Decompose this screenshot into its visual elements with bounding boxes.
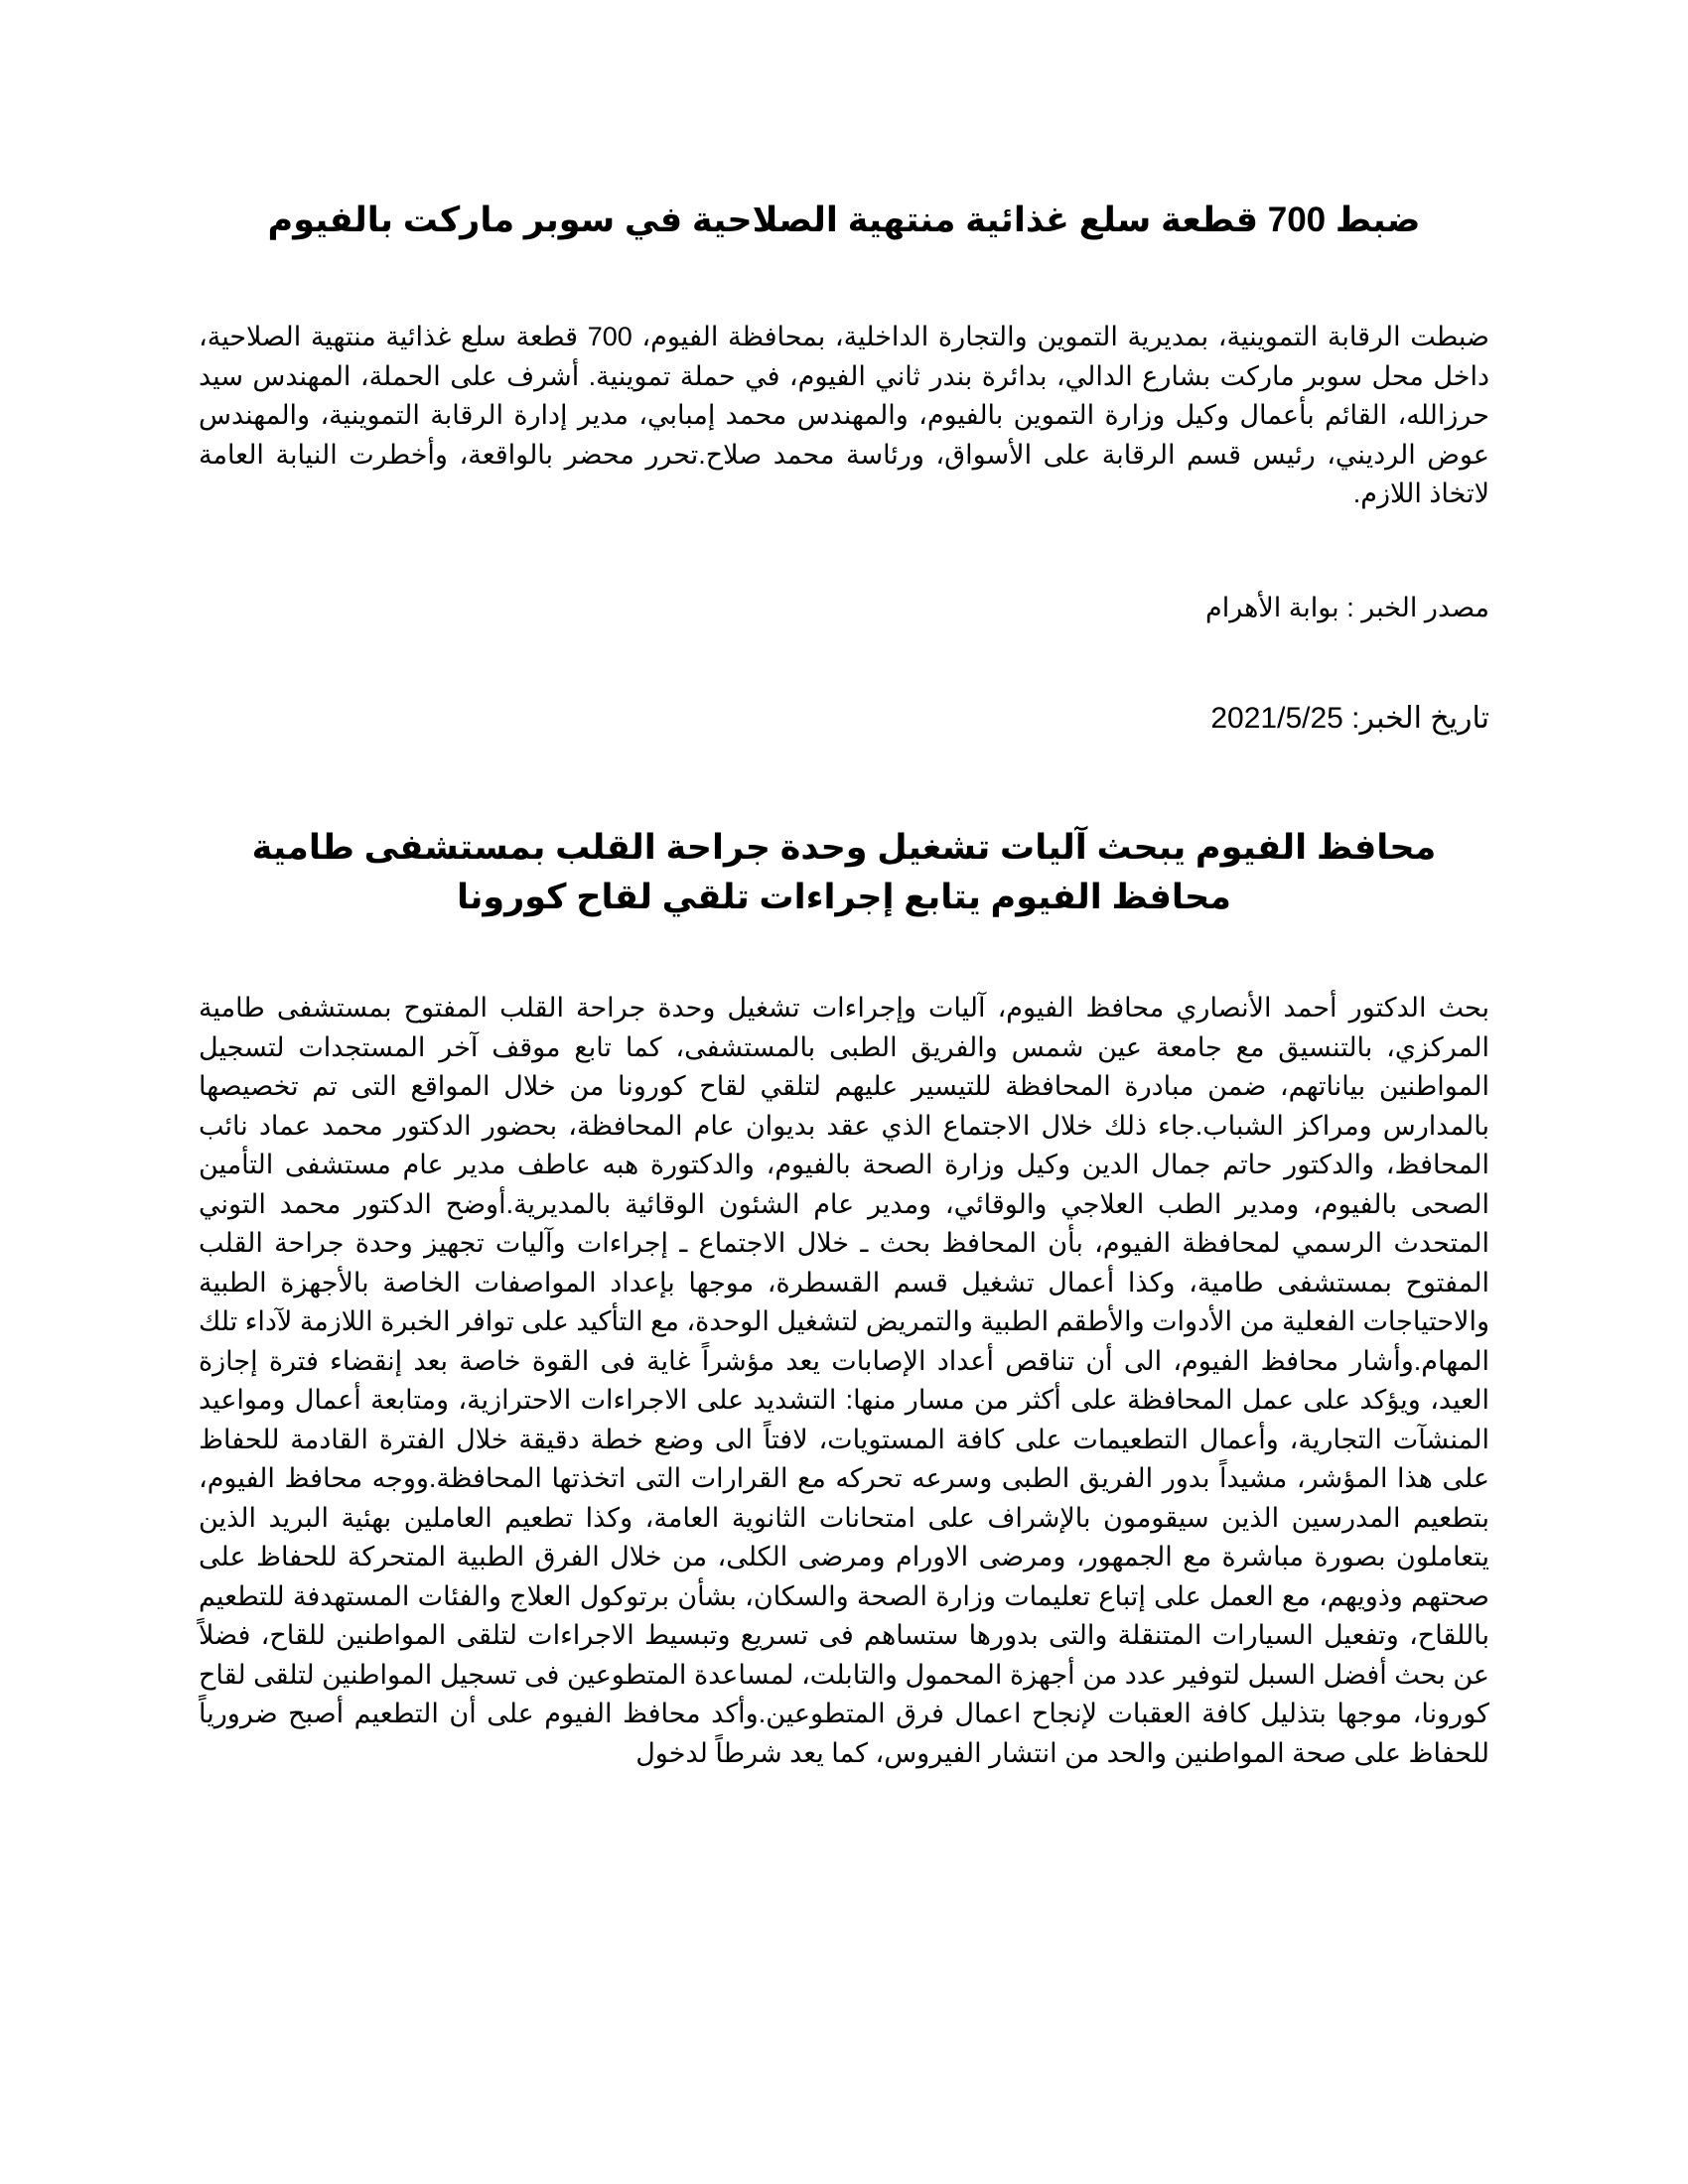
article-2-subtitle: محافظ الفيوم يتابع إجراءات تلقي لقاح كورونا — [457, 878, 1231, 916]
article-1-title: ضبط 700 قطعة سلع غذائية منتهية الصلاحية في سوبر ماركت بالفيوم — [267, 201, 1421, 239]
article-1-date: تاريخ الخبر: 2021/5/25 — [1210, 702, 1489, 735]
article-2-body: بحث الدكتور أحمد الأنصاري محافظ الفيوم، آليات وإجراءات تشغيل وحدة جراحة القلب المفتوح بمستشفى طامية المركزي، بالتنسيق مع جامعة عين شمس والفريق الطبى بالمستشفى، كما تابع موقف آخر المستجدات لتسجيل المواطنين بياناتهم، ضمن مبادرة المحافظة للتيسير عليهم لتلقي لقاح كورونا من خلال المواقع التى تم تخصيصها بالمدارس ومراكز الشباب.جاء ذلك خلال الاجتماع الذي عقد بديوان عام المحافظة، بحضور الدكتور محمد عماد نائب المحافظ، والدكتور حاتم جمال الدين وكيل وزارة الصحة بالفيوم، والدكتورة هبه عاطف مدير عام مستشفى التأمين الصحى بالفيوم، ومدير الطب العلاجي والوقائي، ومدير عام الشئون الوقائية بالمديرية.أوضح الدكتور محمد التوني المتحدث الرسمي لمحافظة الفيوم، بأن المحافظ بحث ـ خلال الاجتماع ـ إجراءات وآليات تجهيز وحدة جراحة القلب المفتوح بمستشفى طامية، وكذا أعمال تشغيل قسم القسطرة، موجها بإعداد المواصفات الخاصة بالأجهزة الطبية والاحتياجات الفعلية من الأدوات والأطقم الطبية والتمريض لتشغيل الوحدة، مع التأكيد على توافر الخبرة اللازمة لآداء تلك المهام.وأشار محافظ الفيوم، الى أن تناقص أعداد الإصابات يعد مؤشراً غاية فى القوة خاصة بعد إنقضاء فترة إجازة العيد، ويؤكد على عمل المحافظة على أكثر من مسار منها: التشديد على الاجراءات الاحترازية، ومتابعة أعمال ومواعيد المنشآت التجارية، وأعمال التطعيمات على كافة المستويات، لافتاً الى وضع خطة دقيقة خلال الفترة القادمة للحفاظ على هذا المؤشر، مشيداً بدور الفريق الطبى وسرعه تحركه مع القرارات التى اتخذتها المحافظة.ووجه محافظ الفيوم، بتطعيم المدرسين الذين سيقومون بالإشراف على امتحانات الثانوية العامة، وكذا تطعيم العاملين بهئية البريد الذين يتعاملون بصورة مباشرة مع الجمهور، ومرضى الاورام ومرضى الكلى، من خلال الفرق الطبية المتحركة للحفاظ على صحتهم وذويهم، مع العمل على إتباع تعليمات وزارة الصحة والسكان، بشأن برتوكول العلاج والفئات المستهدفة للتطعيم باللقاح، وتفعيل السيارات المتنقلة والتى بدورها ستساهم فى تسريع وتبسيط الاجراءات لتلقى المواطنين للقاح، فضلاً عن بحث أفضل السبل لتوفير عدد من أجهزة المحمول والتابلت، لمساعدة المتطوعين فى تسجيل المواطنين لتلقى لقاح كورونا، موجها بتذليل كافة العقبات لإنجاح اعمال فرق المتطوعين.وأكد محافظ الفيوم على أن التطعيم أصبح ضرورياً للحفاظ على صحة المواطنين والحد من انتشار الفيروس، كما يعد شرطاً لدخول — [199, 993, 1489, 1768]
article-1-source: مصدر الخبر : بوابة الأهرام — [1204, 593, 1489, 622]
article-1-body: ضبطت الرقابة التموينية، بمديرية التموين والتجارة الداخلية، بمحافظة الفيوم، 700 قطعة سلع غذائية منتهية الصلاحية، داخل محل سوبر ماركت بشارع الدالي، بدائرة بندر ثاني الفيوم، في حملة تموينية. أشرف على الحملة، المهندس سيد حرزالله، القائم بأعمال وكيل وزارة التموين بالفيوم، والمهندس محمد إمبابي، مدير إدارة الرقابة التموينية، والمهندس عوض الرديني، رئيس قسم الرقابة على الأسواق، ورئاسة محمد صلاح.تحرر محضر بالواقعة، وأخطرت النيابة العامة لاتخاذ اللازم. — [199, 322, 1489, 508]
article-2-title: محافظ الفيوم يبحث آليات تشغيل وحدة جراحة القلب بمستشفى طامية — [251, 828, 1437, 867]
